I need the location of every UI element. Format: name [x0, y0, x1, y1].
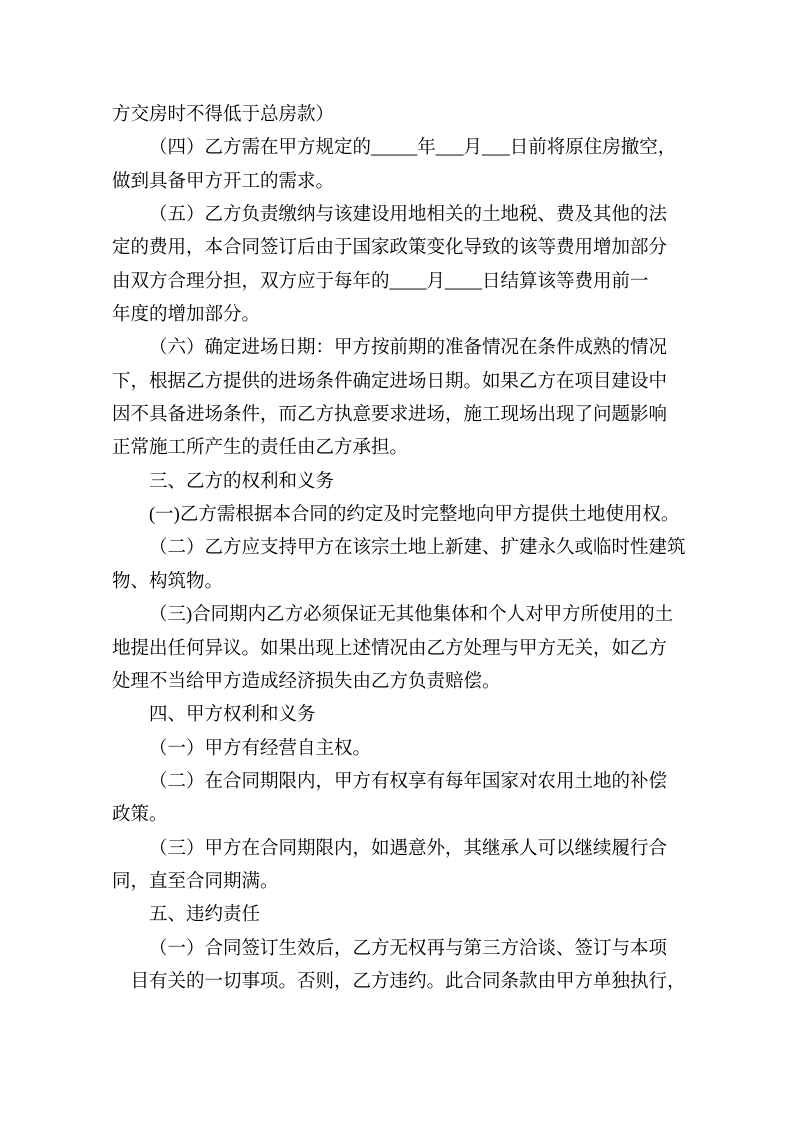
document-line: （一）合同签订生效后，乙方无权再与第三方洽谈、签订与本项	[149, 938, 668, 959]
document-line: 政策。	[112, 805, 168, 826]
document-line: 同，直至合同期满。	[112, 871, 279, 892]
document-line: （三）甲方在合同期限内，如遇意外，其继承人可以继续履行合	[149, 838, 668, 859]
document-line: 年度的增加部分。	[112, 305, 261, 326]
document-line: （二）乙方应支持甲方在该宗土地上新建、扩建永久或临时性建筑	[149, 538, 686, 559]
document-line: 定的费用，本合同签订后由于国家政策变化导致的该等费用增加部分	[112, 238, 668, 259]
document-line: （五）乙方负责缴纳与该建设用地相关的土地税、费及其他的法	[149, 205, 668, 226]
document-line: 下，根据乙方提供的进场条件确定进场日期。如果乙方在项目建设中	[112, 371, 668, 392]
document-line: 四、甲方权利和义务	[149, 705, 316, 726]
document-line: (一)乙方需根据本合同的约定及时完整地向甲方提供土地使用权。	[149, 505, 680, 526]
document-line: 因不具备进场条件，而乙方执意要求进场，施工现场出现了问题影响	[112, 405, 668, 426]
document-line: 方交房时不得低于总房款）	[112, 105, 335, 125]
document-body	[112, 99, 686, 999]
document-line: 地提出任何异议。如果出现上述情况由乙方处理与甲方无关，如乙方	[112, 638, 668, 659]
document-line: （一）甲方有经营自主权。	[149, 738, 372, 759]
document-line: （二）在合同期限内，甲方有权享有每年国家对农用土地的补偿	[149, 771, 668, 792]
document-line: 正常施工所产生的责任由乙方承担。	[112, 438, 409, 459]
document-line: 处理不当给甲方造成经济损失由乙方负责赔偿。	[112, 671, 501, 692]
document-line: （四）乙方需在甲方规定的_____年___月___日前将原住房撤空，	[149, 138, 677, 159]
document-line: 做到具备甲方开工的需求。	[112, 171, 335, 192]
document-line: （六）确定进场日期：甲方按前期的准备情况在条件成熟的情况	[149, 338, 668, 359]
document-line: 物、构筑物。	[112, 571, 224, 592]
document-line: 五、违约责任	[149, 905, 261, 926]
document-line: 目有关的一切事项。否则，乙方违约。此合同条款由甲方单独执行，	[130, 971, 686, 992]
document-line: 由双方合理分担，双方应于每年的____月____日结算该等费用前一	[112, 271, 649, 292]
document-line: （三)合同期内乙方必须保证无其他集体和个人对甲方所使用的土	[149, 605, 674, 626]
document-line: 三、乙方的权利和义务	[149, 471, 335, 492]
